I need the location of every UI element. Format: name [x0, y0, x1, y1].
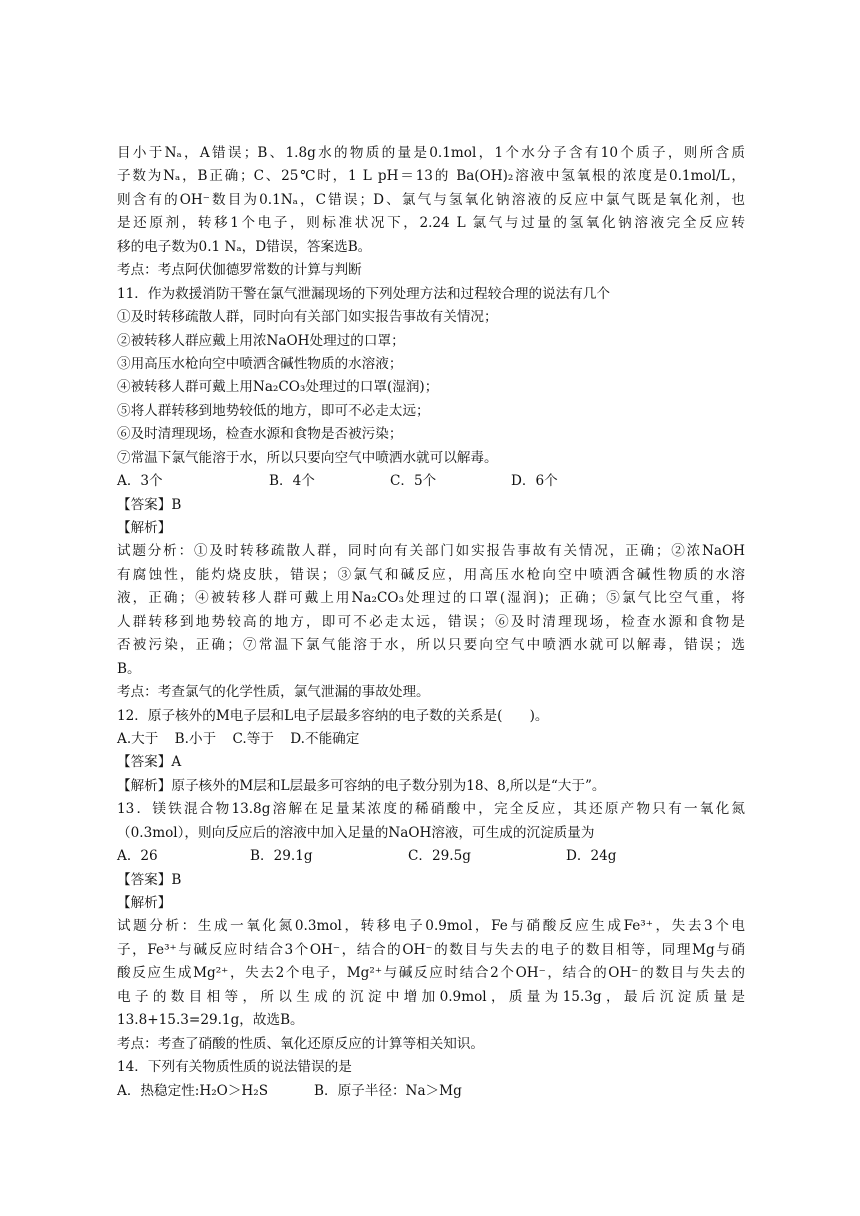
analysis-line: 子，Fe³⁺与碱反应时结合3个OH⁻，结合的OH⁻的数目与失去的电子的数目相等，同理Mg与硝	[117, 941, 745, 958]
analysis-line: 液，正确；④被转移人群可戴上用Na₂CO₃处理过的口罩(湿润)；正确；⑤氯气比空气重，将	[117, 590, 745, 607]
option-c: C．5个	[390, 473, 437, 490]
question-11-item: ⑤将人群转移到地势较低的地方，即可不必走太远；	[117, 402, 430, 419]
option-c: C.等于	[232, 730, 274, 747]
note-line: 考点：考点阿伏伽德罗常数的计算与判断	[117, 262, 362, 279]
answer-label: 【答案】B	[117, 496, 182, 513]
analysis-line: 电子的数目相等，所以生成的沉淀中增加0.9mol，质量为15.3g，最后沉淀质量是	[117, 988, 745, 1005]
analysis-line: 13.8+15.3=29.1g，故选B。	[117, 1012, 304, 1029]
question-11-item: ②被转移人群应戴上用浓NaOH处理过的口罩；	[117, 332, 405, 349]
text-line: 则含有的OH⁻数目为0.1Nₐ，C错误；D、氯气与氢氧化钠溶液的反应中氯气既是氧化剂，也	[117, 191, 745, 208]
analysis-line: 试题分析：①及时转移疏散人群，同时向有关部门如实报告事故有关情况，正确；②浓NaOH	[117, 543, 745, 560]
question-13-stem: （0.3mol），则向反应后的溶液中加入足量的NaOH溶液，可生成的沉淀质量为	[117, 824, 595, 841]
analysis-label: 【解析】	[117, 895, 172, 911]
text-line: 目小于Nₐ，A错误；B、1.8g水的物质的量是0.1mol，1个水分子含有10个质子，则所含质	[117, 145, 745, 161]
question-13-options	[117, 845, 745, 868]
analysis-label: 【解析】	[117, 520, 172, 536]
question-11-item: ③用高压水枪向空中喷洒含碱性物质的水溶液；	[117, 355, 403, 372]
analysis-line: 否被污染，正确；⑦常温下氯气能溶于水，所以只要向空气中喷洒水就可以解毒，错误；选	[117, 637, 745, 654]
text-line: 子数为Nₐ，B正确；C、25℃时，1 L pH＝13的 Ba(OH)₂溶液中氢氧根的浓度是0.1mol/L，	[117, 168, 745, 185]
option-b: B．4个	[269, 473, 315, 490]
analysis-line: 酸反应生成Mg²⁺，失去2个电子，Mg²⁺与碱反应时结合2个OH⁻，结合的OH⁻的数目与失去的	[117, 965, 745, 982]
option-d: D．6个	[511, 473, 558, 490]
option-b: B．29.1g	[250, 848, 313, 865]
question-12-stem: 12．原子核外的M电子层和L电子层最多容纳的电子数的关系是( )。	[117, 707, 549, 724]
question-11-item: ①及时转移疏散人群，同时向有关部门如实报告事故有关情况；	[117, 309, 498, 326]
question-13-stem: 13．镁铁混合物13.8g溶解在足量某浓度的稀硝酸中，完全反应，其还原产物只有一氧化氮	[117, 801, 745, 818]
option-a: A.大于	[117, 730, 159, 747]
option-d: D.不能确定	[290, 730, 360, 747]
answer-label: 【答案】B	[117, 871, 182, 888]
question-14-options	[117, 1080, 745, 1103]
answer-label: 【答案】A	[117, 754, 182, 771]
text-line: 移的电子数为0.1 Nₐ，D错误，答案选B。	[117, 238, 372, 255]
note-line: 考点：考查了硝酸的性质、氧化还原反应的计算等相关知识。	[117, 1035, 485, 1052]
document-page	[117, 142, 745, 1103]
analysis-line: 人群转移到地势较高的地方，即可不必走太远，错误；⑥及时清理现场，检查水源和食物是	[117, 613, 745, 630]
analysis-line: 有腐蚀性，能灼烧皮肤，错误；③氯气和碱反应，用高压水枪向空中喷洒含碱性物质的水溶	[117, 566, 745, 583]
question-11-item: ④被转移人群可戴上用Na₂CO₃处理过的口罩(湿润)；	[117, 379, 439, 396]
question-11-item: ⑦常温下氯气能溶于水，所以只要向空气中喷洒水就可以解毒。	[117, 449, 498, 466]
question-11-options	[117, 470, 745, 493]
question-12-options	[117, 728, 745, 751]
option-a: A．26	[117, 848, 158, 865]
option-a: A．3个	[117, 473, 163, 490]
option-b: B.小于	[174, 730, 217, 747]
question-11-item: ⑥及时清理现场，检查水源和食物是否被污染；	[117, 426, 403, 443]
option-b: B．原子半径：Na＞Mg	[314, 1082, 462, 1099]
analysis-line: 【解析】原子核外的M层和L层最多可容纳的电子数分别为18、8,所以是“大于”。	[117, 777, 606, 794]
text-line: 是还原剂，转移1个电子，则标准状况下，2.24 L 氯气与过量的氢氧化钠溶液完全反应转	[117, 215, 745, 232]
note-line: 考点：考查氯气的化学性质，氯气泄漏的事故处理。	[117, 684, 430, 701]
question-14-stem: 14．下列有关物质性质的说法错误的是	[117, 1059, 352, 1076]
analysis-line: B。	[117, 660, 141, 677]
option-d: D．24g	[566, 848, 617, 865]
option-c: C．29.5g	[408, 848, 471, 865]
question-11-stem: 11．作为救援消防干警在氯气泄漏现场的下列处理方法和过程较合理的说法有几个	[117, 285, 611, 302]
analysis-line: 试题分析：生成一氧化氮0.3mol，转移电子0.9mol，Fe与硝酸反应生成Fe³⁺，失去3个电	[117, 918, 745, 935]
option-a: A．热稳定性:H₂O＞H₂S	[117, 1082, 269, 1099]
